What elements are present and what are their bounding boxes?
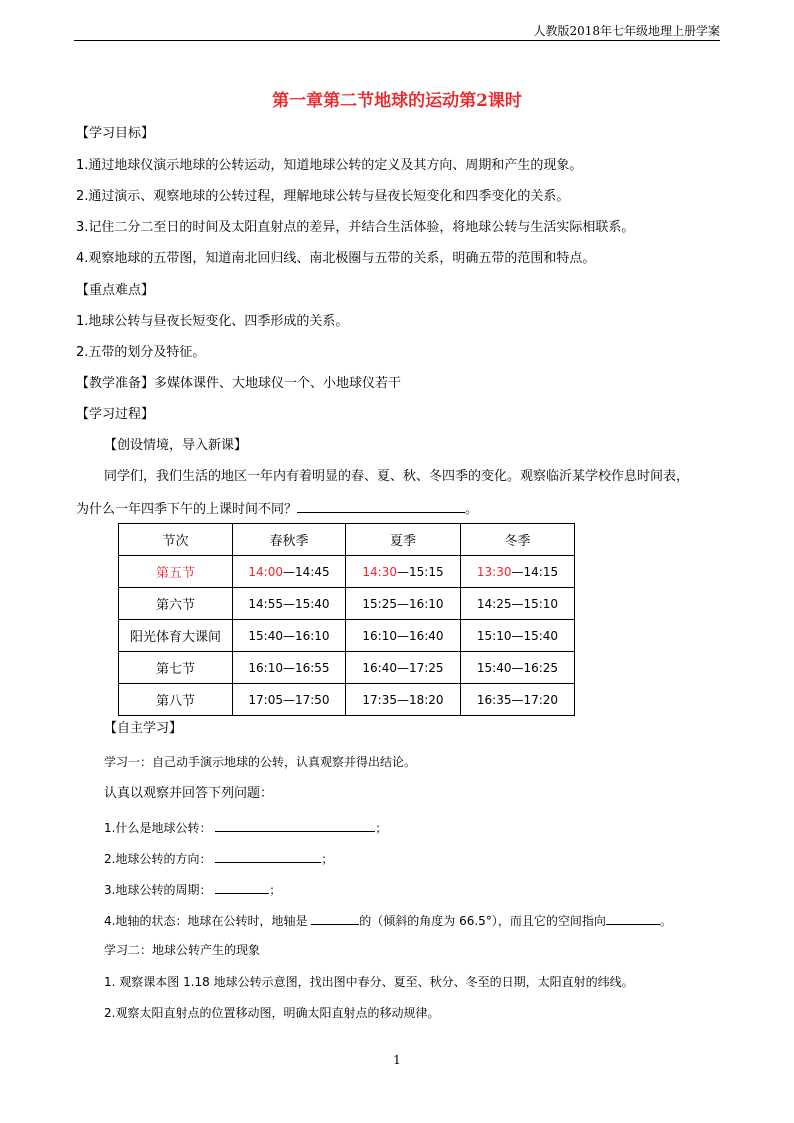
end-time: —15:15	[397, 564, 444, 579]
question-3-blank[interactable]	[215, 879, 269, 894]
question-2-text: 2.地球公转的方向：	[104, 852, 212, 866]
table-row	[119, 684, 575, 716]
key-point-2: 2.五带的划分及特征。	[76, 345, 206, 360]
time-cell: 15:40—16:10	[233, 620, 346, 652]
question-4	[104, 910, 672, 930]
header-cell: 节次	[119, 524, 233, 556]
process-heading: 【学习过程】	[76, 407, 155, 422]
goal-3: 3.记住二分二至日的时间及太阳直射点的差异，并结合生活体验，将地球公转与生活实际相联系。	[76, 220, 635, 235]
table-row	[119, 652, 575, 684]
goal-2: 2.通过演示、观察地球的公转过程，理解地球公转与昼夜长短变化和四季变化的关系。	[76, 189, 570, 204]
answer-blank[interactable]	[297, 498, 465, 513]
time-cell: 15:40—16:25	[461, 652, 575, 684]
schedule-table	[118, 523, 575, 716]
end-time: —14:15	[511, 564, 559, 579]
observe-instruction: 认真以观察并回答下列问题：	[104, 786, 274, 801]
question-4-text-b: 的（倾斜的角度为 66.5°），而且它的空间指向	[359, 914, 606, 928]
teaching-prep: 【教学准备】多媒体课件、大地球仪一个、小地球仪若干	[76, 376, 402, 391]
question-3	[104, 879, 281, 899]
intro-period: 。	[465, 502, 479, 517]
period-cell: 第六节	[119, 588, 233, 620]
study-two-item-2: 2.观察太阳直射点的位置移动图，明确太阳直射点的移动规律。	[104, 1006, 440, 1020]
time-cell	[233, 556, 346, 588]
highlighted-start-time: 14:30	[362, 564, 397, 579]
question-2	[104, 848, 333, 868]
study-two-item-1: 1. 观察课本图 1.18 地球公转示意图，找出图中春分、夏至、秋分、冬至的日期，太阳直射的纬线。	[104, 975, 634, 989]
question-1-blank[interactable]	[215, 817, 375, 832]
key-heading: 【重点难点】	[76, 283, 155, 298]
table-header-row	[119, 524, 575, 556]
semicolon: ；	[269, 883, 282, 897]
question-1-text: 1.什么是地球公转：	[104, 821, 212, 835]
intro-question: 为什么一年四季下午的上课时间不同？	[76, 502, 298, 517]
time-cell: 16:10—16:40	[346, 620, 461, 652]
intro-heading: 【创设情境，导入新课】	[104, 438, 248, 453]
time-cell: 17:05—17:50	[233, 684, 346, 716]
header-cell: 冬季	[461, 524, 575, 556]
table-row	[119, 620, 575, 652]
period-cell: 第八节	[119, 684, 233, 716]
running-header: 人教版2018年七年级地理上册学案	[533, 24, 720, 38]
table-row	[119, 556, 575, 588]
time-cell	[461, 556, 575, 588]
period-cell: 第五节	[119, 556, 233, 588]
time-cell: 14:55—15:40	[233, 588, 346, 620]
goal-4: 4.观察地球的五带图，知道南北回归线、南北极圈与五带的关系，明确五带的范围和特点。	[76, 251, 596, 266]
question-2-blank[interactable]	[215, 848, 321, 863]
time-cell: 17:35—18:20	[346, 684, 461, 716]
table-row	[119, 588, 575, 620]
header-cell: 夏季	[346, 524, 461, 556]
study-one: 学习一：自己动手演示地球的公转，认真观察并得出结论。	[104, 755, 417, 769]
question-4-blank-2[interactable]	[606, 910, 660, 925]
time-cell: 16:10—16:55	[233, 652, 346, 684]
time-cell: 16:40—17:25	[346, 652, 461, 684]
question-3-text: 3.地球公转的周期：	[104, 883, 212, 897]
period-cell: 第七节	[119, 652, 233, 684]
question-1	[104, 817, 387, 837]
page-number: 1	[393, 1053, 401, 1067]
time-cell: 15:10—15:40	[461, 620, 575, 652]
time-cell: 14:25—15:10	[461, 588, 575, 620]
question-4-text-a: 4.地轴的状态：地球在公转时，地轴是	[104, 914, 308, 928]
goals-heading: 【学习目标】	[76, 126, 155, 141]
question-4-blank-1[interactable]	[311, 910, 359, 925]
self-study-heading: 【自主学习】	[104, 721, 183, 736]
header-rule	[74, 40, 720, 41]
period-cell: 阳光体育大课间	[119, 620, 233, 652]
intro-text-line-1: 同学们，我们生活的地区一年内有着明显的春、夏、秋、冬四季的变化。观察临沂某学校作息时间表，	[104, 469, 690, 484]
header-cell: 春秋季	[233, 524, 346, 556]
intro-text-line-2	[76, 498, 478, 519]
highlighted-start-time: 13:30	[476, 564, 512, 579]
highlighted-start-time: 14:00	[248, 564, 283, 579]
page-title: 第一章第二节地球的运动第2课时	[272, 91, 522, 111]
time-cell	[346, 556, 461, 588]
key-point-1: 1.地球公转与昼夜长短变化、四季形成的关系。	[76, 314, 349, 329]
end-time: —14:45	[283, 564, 330, 579]
study-two: 学习二：地球公转产生的现象	[104, 943, 261, 957]
time-cell: 15:25—16:10	[346, 588, 461, 620]
time-cell: 16:35—17:20	[461, 684, 575, 716]
semicolon: ；	[375, 821, 388, 835]
question-4-text-c: 。	[659, 914, 672, 928]
semicolon: ；	[321, 852, 334, 866]
goal-1: 1.通过地球仪演示地球的公转运动，知道地球公转的定义及其方向、周期和产生的现象。	[76, 158, 583, 173]
